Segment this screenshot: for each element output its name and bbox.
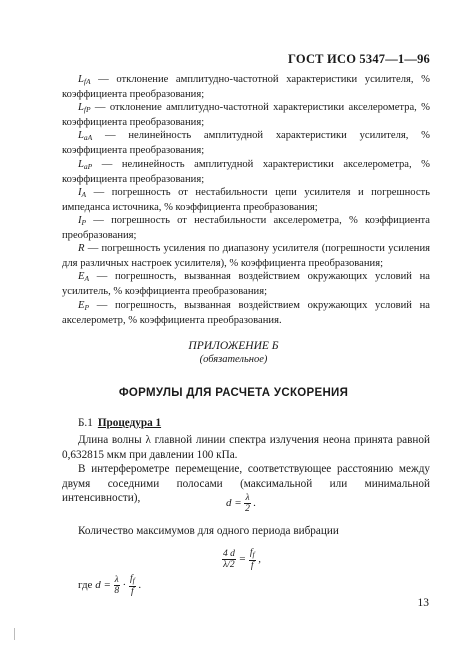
fraction-numerator: λ (114, 575, 119, 585)
formula-lhs: d = (226, 497, 242, 510)
appendix-subtitle: (обязательное) (199, 354, 268, 365)
paragraph-text: В интерферометре перемещение, соответствующее расстоянию между двумя соседними полосами (максимальной или минимальной интенсивности), (62, 463, 430, 505)
definition-item (62, 214, 430, 242)
formula-tail: , (255, 553, 262, 566)
definition-text: — погрешность, вызванная воздействием окружающих условий на акселерометр, % коэффициента преобразования. (62, 299, 430, 326)
definition-symbol: E (78, 271, 85, 283)
fraction-numerator: λ (245, 493, 250, 503)
formula-equals: = (235, 553, 249, 566)
fraction-denominator: f (250, 561, 254, 571)
definition-symbol-subscript: aA (83, 133, 93, 143)
fraction-denominator: λ/2 (223, 560, 235, 570)
definition-symbol-subscript: fP (83, 105, 91, 115)
section-number: Б.1 (78, 417, 93, 429)
definition-text: — нелинейность амплитудной характеристики акселерометра, % коэффициента преобразования; (62, 158, 430, 185)
definition-item (62, 186, 430, 214)
paragraph-wavelength (62, 433, 430, 462)
fraction (222, 549, 236, 570)
definition-symbol: L (78, 130, 84, 142)
definition-symbol: R (78, 243, 85, 255)
definition-text: — отклонение амплитудно-частотной характеристики усилителя, % коэффициента преобразования; (62, 74, 430, 101)
definition-symbol-subscript: aP (83, 161, 93, 171)
fraction (249, 548, 256, 571)
definition-item (62, 270, 430, 298)
formula-displacement (226, 493, 256, 514)
definition-symbol: L (78, 158, 84, 170)
formula-dot: · (119, 579, 129, 592)
definition-symbol-subscript: A (81, 189, 87, 199)
definition-symbol: I (78, 214, 82, 226)
definition-text: — погрешность усиления по диапазону усилителя (погрешности усиления для различных настроек усилителя), % коэффициента преобразования; (62, 243, 430, 270)
appendix-title: ПРИЛОЖЕНИЕ Б (188, 340, 279, 352)
definition-item (62, 73, 430, 101)
formula-prefix: где (78, 579, 96, 592)
paragraph-maxima-count: Количество максимумов для одного периода вибрации (78, 525, 339, 537)
section-heading (78, 417, 161, 429)
definition-symbol-subscript: fA (83, 77, 91, 86)
fraction-numerator: $f_f$ (129, 574, 135, 585)
definition-item (62, 299, 430, 327)
definition-text: — погрешность от нестабильности акселерометра, % коэффициента преобразования; (62, 214, 430, 242)
document-header: ГОСТ ИСО 5347—1—96 (288, 52, 430, 66)
fraction (129, 574, 136, 597)
paragraph-text: Длина волны λ главной линии спектра излучения неона принята равной 0,632815 мкм при давлении 100 кПа. (62, 434, 430, 461)
definition-text: — отклонение амплитудно-частотной характеристики акселерометра, % коэффициента преобразования; (62, 102, 430, 129)
definition-symbol-subscript: P (81, 217, 87, 227)
fraction-denominator: f (130, 587, 134, 597)
fraction-denominator: 2 (245, 504, 250, 514)
definition-item (62, 242, 430, 270)
definition-item (62, 129, 430, 157)
definition-item (62, 101, 430, 129)
section-main-title: ФОРМУЛЫ ДЛЯ РАСЧЕТА УСКОРЕНИЯ (118, 387, 349, 399)
definition-text: — погрешность от нестабильности цепи усилителя и погрешность импеданса источника, % коэффициента преобразования; (62, 186, 430, 213)
definition-item (62, 158, 430, 186)
formula-lhs: d = (95, 579, 111, 592)
section-name: Процедура 1 (97, 417, 162, 429)
page-number: 13 (417, 597, 429, 609)
definition-symbol: L (78, 74, 84, 85)
definition-symbol: L (78, 102, 84, 114)
formula-displacement-result (78, 574, 141, 597)
appendix-heading (0, 339, 467, 367)
definition-symbol: I (78, 186, 82, 198)
fraction-denominator: 8 (114, 586, 120, 596)
definition-symbol: E (78, 299, 85, 311)
definitions-list (62, 73, 430, 327)
formula-tail: . (135, 579, 142, 592)
formula-tail: . (250, 497, 257, 510)
fraction-numerator: 4 d (223, 549, 235, 559)
definition-symbol-subscript: A (84, 274, 90, 284)
definition-text: — погрешность, вызванная воздействием окружающих условий на усилитель, % коэффициента преобразования; (62, 271, 430, 298)
fraction-numerator: $f_f$ (249, 548, 255, 559)
definition-text: — нелинейность амплитудной характеристики усилителя, % коэффициента преобразования; (62, 130, 430, 157)
formula-maxima (222, 548, 261, 571)
scan-mark (14, 628, 15, 640)
definition-symbol-subscript: P (84, 302, 90, 312)
